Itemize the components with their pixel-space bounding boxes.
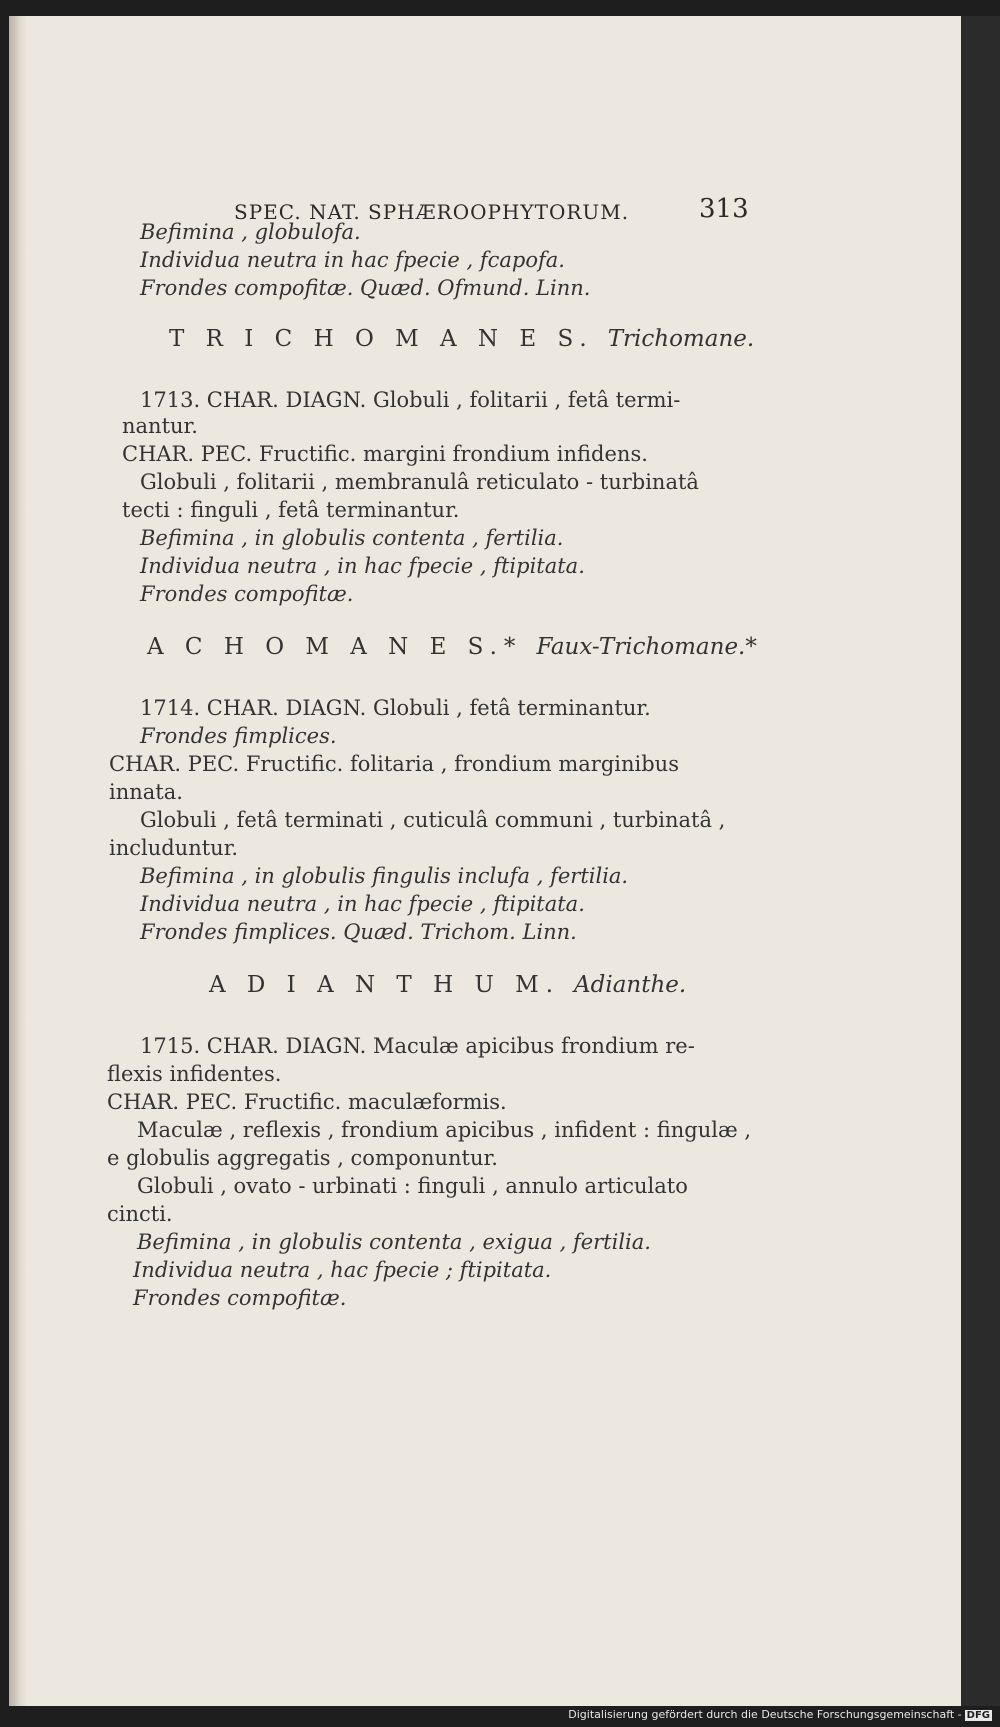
text-line: Frondes fimplices. Quæd. Trichom. Linn. — [140, 920, 577, 944]
text-line: Befimina , in globulis contenta , exigua , fertilia. — [137, 1230, 651, 1254]
text-line: Individua neutra , in hac fpecie , ftipitata. — [140, 892, 585, 916]
text-line: Maculæ , reflexis , frondium apicibus , infident : fingulæ , — [137, 1118, 752, 1142]
text-line: includuntur. — [109, 836, 239, 860]
text-line: nantur. — [122, 414, 198, 438]
dfg-logo: DFG — [966, 1710, 990, 1721]
genus-french-name: Faux-Trichomane.* — [536, 634, 757, 660]
text-line: Globuli , ovato - urbinati : finguli , annulo articulato — [137, 1174, 688, 1198]
text-line: Individua neutra , in hac fpecie , ftipitata. — [140, 554, 585, 578]
footer-text: Digitalisierung gefördert durch die Deutsche Forschungsgemeinschaft - — [568, 1708, 962, 1721]
text-line: CHAR. PEC. Fructific. maculæformis. — [107, 1090, 507, 1114]
running-head: SPEC. NAT. SPHÆROOPHYTORUM. — [234, 200, 630, 224]
text-line: Individua neutra , hac fpecie ; ftipitata. — [133, 1258, 552, 1282]
text-line: Befimina , in globulis fingulis inclufa , fertilia. — [140, 864, 629, 888]
text-line: cincti. — [107, 1202, 173, 1226]
text-line: 1715. CHAR. DIAGN. Maculæ apicibus frondium re- — [140, 1034, 695, 1058]
text-line: flexis infidentes. — [107, 1062, 282, 1086]
page-number: 313 — [699, 194, 749, 224]
genus-heading — [209, 972, 686, 998]
page-content — [9, 16, 961, 1706]
text-line: 1713. CHAR. DIAGN. Globuli , folitarii , fetâ termi- — [140, 388, 681, 412]
genus-name: T R I C H O M A N E S. — [169, 326, 594, 352]
genus-name: A C H O M A N E S.* — [147, 634, 523, 660]
genus-heading — [169, 326, 754, 352]
text-line: Frondes compofitæ. Quæd. Ofmund. Linn. — [140, 276, 591, 300]
text-line: Befimina , in globulis contenta , fertilia. — [140, 526, 564, 550]
text-line: 1714. CHAR. DIAGN. Globuli , fetâ terminantur. — [140, 696, 651, 720]
text-line: Globuli , folitarii , membranulâ reticulato - turbinatâ — [140, 470, 699, 494]
text-line: Individua neutra in hac fpecie , fcapofa. — [140, 248, 565, 272]
text-line: Befimina , globulofa. — [140, 220, 361, 244]
book-cover-edge — [961, 16, 1000, 1706]
text-line: Globuli , fetâ terminati , cuticulâ communi , turbinatâ , — [140, 808, 726, 832]
genus-heading — [147, 634, 757, 660]
text-line: innata. — [109, 780, 183, 804]
text-line: tecti : finguli , fetâ terminantur. — [122, 498, 460, 522]
text-line: Frondes fimplices. — [140, 724, 337, 748]
text-line: CHAR. PEC. Fructific. margini frondium infidens. — [122, 442, 648, 466]
text-line: CHAR. PEC. Fructific. folitaria , frondium marginibus — [109, 752, 679, 776]
text-line: Frondes compofitæ. — [133, 1286, 347, 1310]
genus-french-name: Adianthe. — [574, 972, 687, 998]
genus-name: A D I A N T H U M. — [209, 972, 561, 998]
text-line: Frondes compofitæ. — [140, 582, 354, 606]
genus-french-name: Trichomane. — [607, 326, 755, 352]
book-page — [9, 16, 961, 1706]
digitization-footer — [568, 1708, 992, 1721]
text-line: e globulis aggregatis , componuntur. — [107, 1146, 498, 1170]
